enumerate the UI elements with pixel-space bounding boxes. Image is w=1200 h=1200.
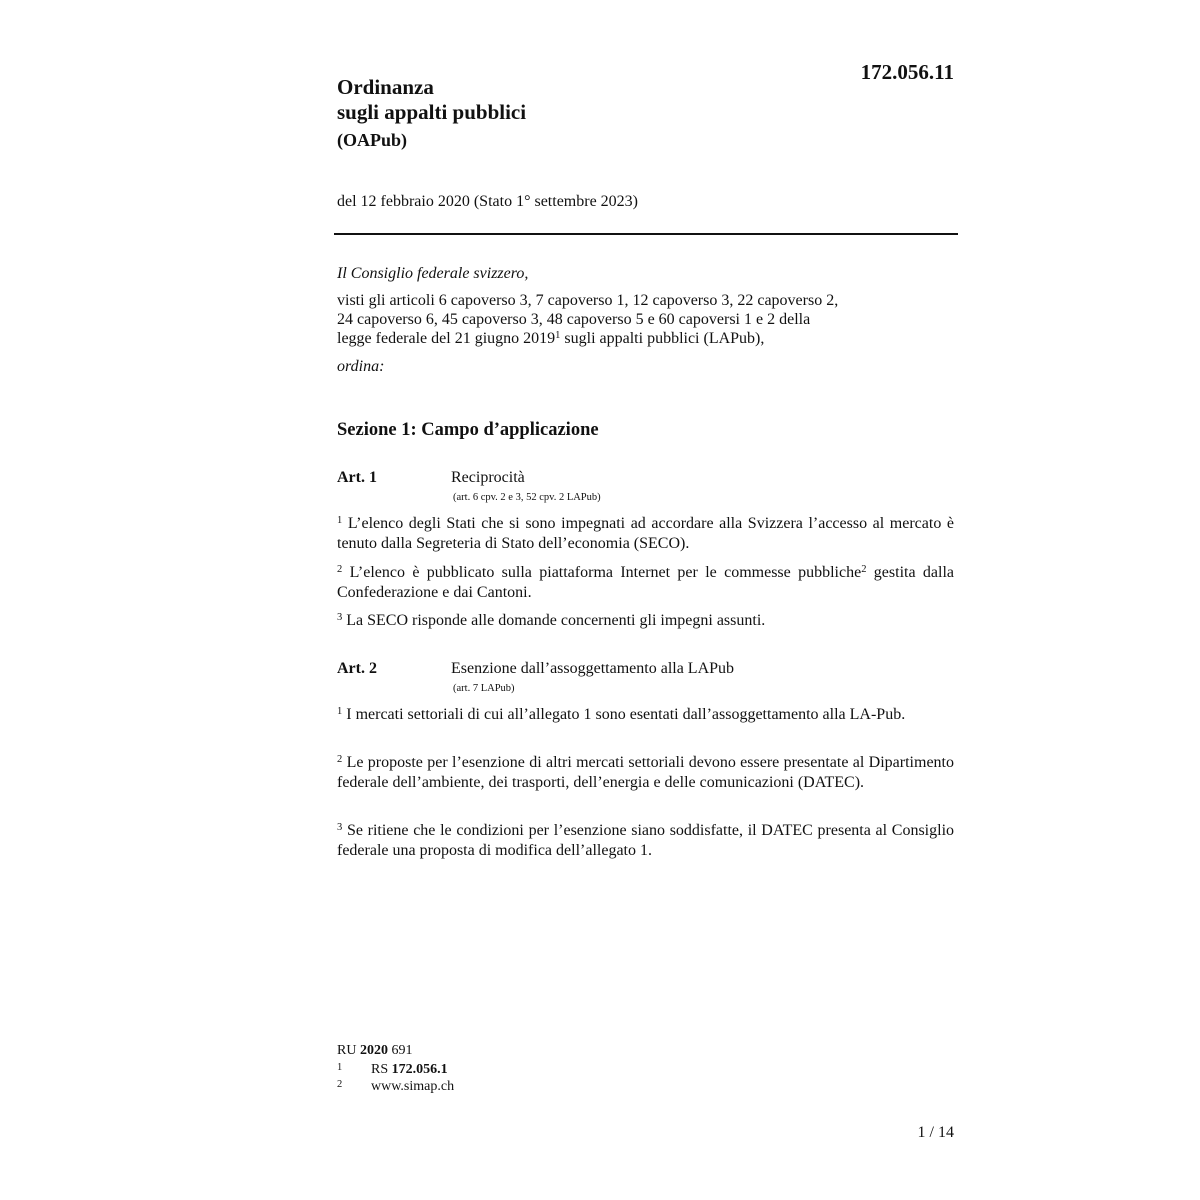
paragraph-text: Le proposte per l’esenzione di altri mercati settoriali devono essere presentate al Dipartimento federale dell’ambiente, dei trasporti, dell’energia e delle comunicazioni (DATEC). bbox=[337, 754, 954, 791]
footnote-number: 2 bbox=[337, 1079, 343, 1090]
section-heading: Sezione 1: Campo d’applicazione bbox=[337, 420, 599, 440]
preamble-text-segment: sugli appalti pubblici (LAPub), bbox=[560, 330, 765, 347]
paragraph-number: 3 bbox=[337, 612, 343, 623]
footnote-link[interactable]: 172.056.1 bbox=[391, 1062, 448, 1077]
paragraph-text: gestita dalla Confederazione e dai Cantoni. bbox=[337, 564, 955, 601]
article-title: Reciprocità bbox=[451, 469, 525, 486]
ru-prefix: RU bbox=[337, 1043, 360, 1058]
paragraph-text: La SECO risponde alle domande concernenti gli impegni assunti. bbox=[346, 612, 766, 629]
article-reference: (art. 6 cpv. 2 e 3, 52 cpv. 2 LAPub) bbox=[453, 492, 601, 503]
preamble-line: 24 capoverso 6, 45 capoverso 3, 48 capoverso 5 e 60 capoversi 1 e 2 della bbox=[337, 311, 811, 328]
footnote-prefix: RS bbox=[371, 1062, 392, 1077]
preamble-line bbox=[337, 329, 957, 348]
official-compilation-ref bbox=[337, 1043, 412, 1059]
title-line-2: sugli appalti pubblici bbox=[337, 100, 527, 124]
footnote-number: 1 bbox=[337, 1062, 343, 1073]
article-paragraph bbox=[337, 514, 954, 554]
page-number: 1 / 14 bbox=[917, 1124, 954, 1141]
date-line: del 12 febbraio 2020 (Stato 1° settembre 2023) bbox=[337, 193, 638, 210]
article-number: Art. 1 bbox=[337, 469, 377, 486]
paragraph-number: 2 bbox=[337, 754, 343, 765]
paragraph-text: L’elenco è pubblicato sulla piattaforma Internet per le commesse pubbliche bbox=[349, 564, 862, 581]
article-reference: (art. 7 LAPub) bbox=[453, 683, 515, 694]
footnote-ref[interactable]: 1 bbox=[555, 330, 561, 341]
article-paragraph bbox=[337, 821, 954, 861]
footnote-ref[interactable]: 2 bbox=[861, 564, 867, 575]
paragraph-number: 1 bbox=[337, 515, 343, 526]
article-paragraph bbox=[337, 611, 954, 631]
article-number: Art. 2 bbox=[337, 660, 377, 677]
article-title: Esenzione dall’assoggettamento alla LAPub bbox=[451, 660, 735, 677]
article-paragraph bbox=[337, 705, 954, 725]
paragraph-number: 1 bbox=[337, 706, 343, 717]
sr-number: 172.056.11 bbox=[860, 60, 954, 84]
ordina: ordina: bbox=[337, 358, 385, 375]
preamble-text-segment: legge federale del 21 giugno 2019 bbox=[337, 330, 556, 347]
document-abbreviation: (OAPub) bbox=[337, 130, 408, 150]
paragraph-number: 2 bbox=[337, 564, 343, 575]
document-title bbox=[337, 75, 526, 125]
footnote-text bbox=[371, 1062, 448, 1078]
paragraph-number: 3 bbox=[337, 822, 343, 833]
title-line-1: Ordinanza bbox=[337, 75, 434, 99]
article-paragraph bbox=[337, 563, 954, 603]
paragraph-text: I mercati settoriali di cui all’allegato 1 sono esentati dall’assoggettamento alla LA-Pub. bbox=[346, 706, 906, 723]
article-paragraph bbox=[337, 753, 954, 793]
preamble-text bbox=[337, 291, 957, 348]
paragraph-text: L’elenco degli Stati che si sono impegnati ad accordare alla Svizzera l’accesso al mercato è tenuto dalla Segreteria di Stato dell’economia (SECO). bbox=[337, 515, 955, 552]
header-divider bbox=[334, 233, 958, 235]
ru-page: 691 bbox=[387, 1043, 413, 1058]
ru-year: 2020 bbox=[359, 1043, 388, 1058]
issuer: Il Consiglio federale svizzero, bbox=[337, 265, 529, 282]
preamble-line: visti gli articoli 6 capoverso 3, 7 capoverso 1, 12 capoverso 3, 22 capoverso 2, bbox=[337, 292, 839, 309]
footnote-link[interactable]: www.simap.ch bbox=[371, 1079, 455, 1094]
paragraph-text: Se ritiene che le condizioni per l’esenzione siano soddisfatte, il DATEC presenta al Consiglio federale una proposta di modifica dell’allegato 1. bbox=[337, 822, 955, 859]
